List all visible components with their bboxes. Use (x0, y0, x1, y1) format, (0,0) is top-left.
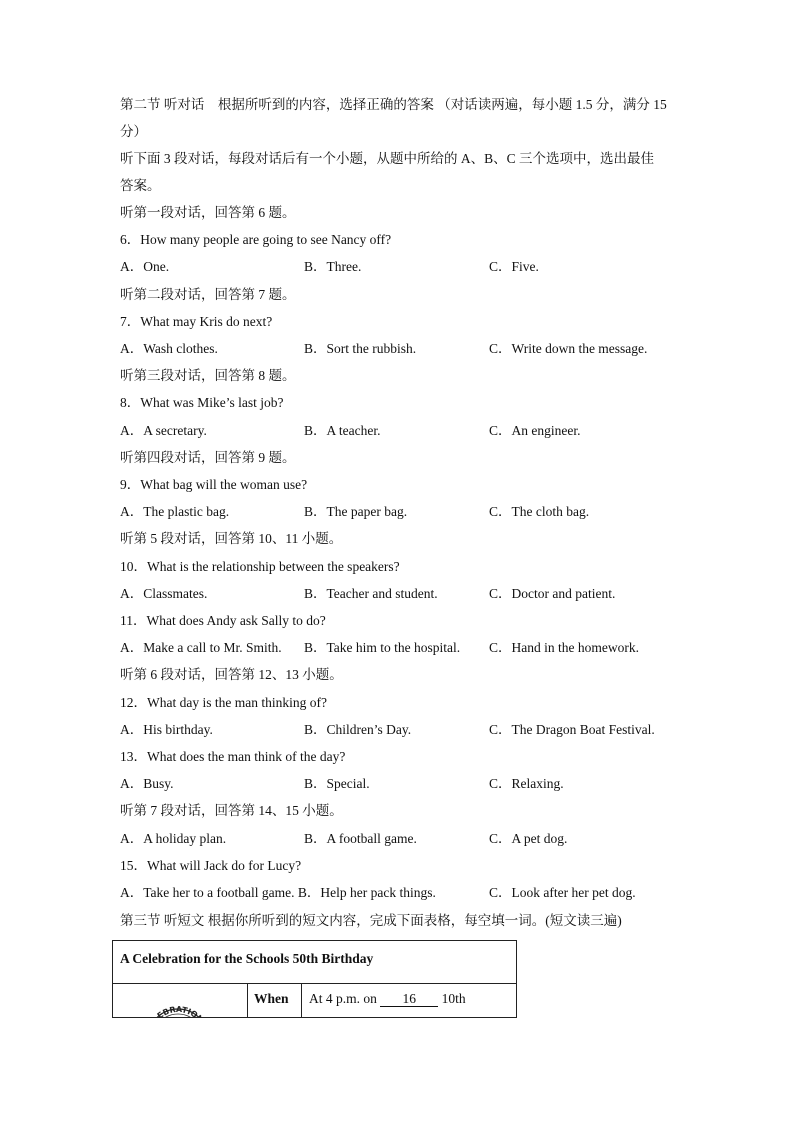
option-a[interactable]: A．A holiday plan. (120, 830, 227, 846)
option-c[interactable]: C．Write down the message. (489, 341, 648, 356)
question-text: 12．What day is the man thinking of? (120, 694, 327, 710)
section2-heading-line2: 分） (120, 124, 147, 139)
when-label: When (254, 991, 289, 1006)
section-note: 听第一段对话，回答第 6 题。 (120, 205, 296, 220)
section-note: 听第四段对话，回答第 9 题。 (120, 449, 296, 465)
option-a[interactable]: A．The plastic bag. (120, 504, 230, 520)
option-a[interactable]: A．Make a call to Mr. Smith. (120, 640, 282, 656)
option-a[interactable]: A．Take her to a football game. B．Help her pack things. (120, 885, 436, 900)
option-c[interactable]: C．Doctor and patient. (489, 585, 616, 601)
option-c[interactable]: C．Hand in the homework. (489, 640, 639, 656)
option-b[interactable]: B．Special. (304, 776, 370, 792)
option-a[interactable]: A．Classmates. (120, 585, 208, 601)
option-a[interactable]: A．Busy. (120, 776, 174, 792)
option-b[interactable]: B．A football game. (304, 830, 417, 846)
question-text: 6．How many people are going to see Nancy off? (120, 232, 392, 248)
option-b[interactable]: B．A teacher. (304, 422, 381, 438)
option-c[interactable]: C．Relaxing. (489, 776, 564, 792)
table-column-divider (247, 983, 248, 1017)
question-text: 11．What does Andy ask Sally to do? (120, 613, 326, 628)
option-a[interactable]: A．A secretary. (120, 422, 207, 438)
option-b[interactable]: B．Take him to the hospital. (304, 640, 461, 656)
svg-text:CELEBRATION: CELEBRATION (144, 1004, 206, 1034)
question-text: 7．What may Kris do next? (120, 313, 273, 329)
section-note: 听第二段对话，回答第 7 题。 (120, 286, 296, 302)
option-a[interactable]: A．One. (120, 259, 170, 275)
section-note: 听第 5 段对话，回答第 10、11 小题。 (120, 531, 343, 547)
section-note: 听第 6 段对话，回答第 12、13 小题。 (120, 667, 343, 683)
option-b[interactable]: B．Sort the rubbish. (304, 341, 417, 356)
question-text: 13．What does the man think of the day? (120, 749, 346, 764)
option-c[interactable]: C．Five. (489, 259, 539, 275)
section2-instruction-line2: 答案。 (120, 178, 161, 193)
when-prefix: At 4 p.m. on (309, 991, 377, 1006)
option-b[interactable]: B．Teacher and student. (304, 585, 438, 601)
option-a[interactable]: A．His birthday. (120, 721, 213, 737)
option-c[interactable]: C．Look after her pet dog. (489, 885, 636, 900)
section-note: 听第三段对话，回答第 8 题。 (120, 368, 296, 384)
option-b[interactable]: B．Three. (304, 259, 362, 275)
table-divider (113, 983, 516, 984)
section3-heading: 第三节 听短文 根据你所听到的短文内容，完成下面表格，每空填一词。(短文读三遍) (120, 913, 622, 928)
section2-heading-line1: 第二节 听对话 根据所听到的内容，选择正确的答案 （对话读两遍，每小题 1.5 分，满分 15 (120, 97, 667, 112)
celebration-table (112, 940, 517, 1034)
question-text: 15．What will Jack do for Lucy? (120, 857, 302, 873)
question-text: 10．What is the relationship between the speakers? (120, 558, 400, 574)
option-c[interactable]: C．The cloth bag. (489, 504, 590, 520)
option-c[interactable]: C．An engineer. (489, 422, 581, 438)
question-text: 8．What was Mike’s last job? (120, 395, 284, 411)
table-title: A Celebration for the Schools 50th Birthday (120, 951, 374, 966)
table-column-divider (301, 983, 302, 1017)
option-c[interactable]: C．A pet dog. (489, 830, 568, 846)
question-text: 9．What bag will the woman use? (120, 477, 308, 492)
option-c[interactable]: C．The Dragon Boat Festival. (489, 721, 655, 737)
answer-blank-16[interactable]: 16 (380, 992, 438, 1007)
when-value (309, 991, 466, 1007)
section-note: 听第 7 段对话，回答第 14、15 小题。 (120, 803, 343, 819)
when-suffix: 10th (441, 991, 466, 1006)
option-b[interactable]: B．Children’s Day. (304, 721, 412, 737)
option-b[interactable]: B．The paper bag. (304, 504, 408, 520)
option-a[interactable]: A．Wash clothes. (120, 341, 218, 356)
section2-instruction-line1: 听下面 3 段对话，每段对话后有一个小题，从题中所给的 A、B、C 三个选项中，选出最佳 (120, 151, 655, 166)
celebration-logo-icon (141, 999, 215, 1034)
